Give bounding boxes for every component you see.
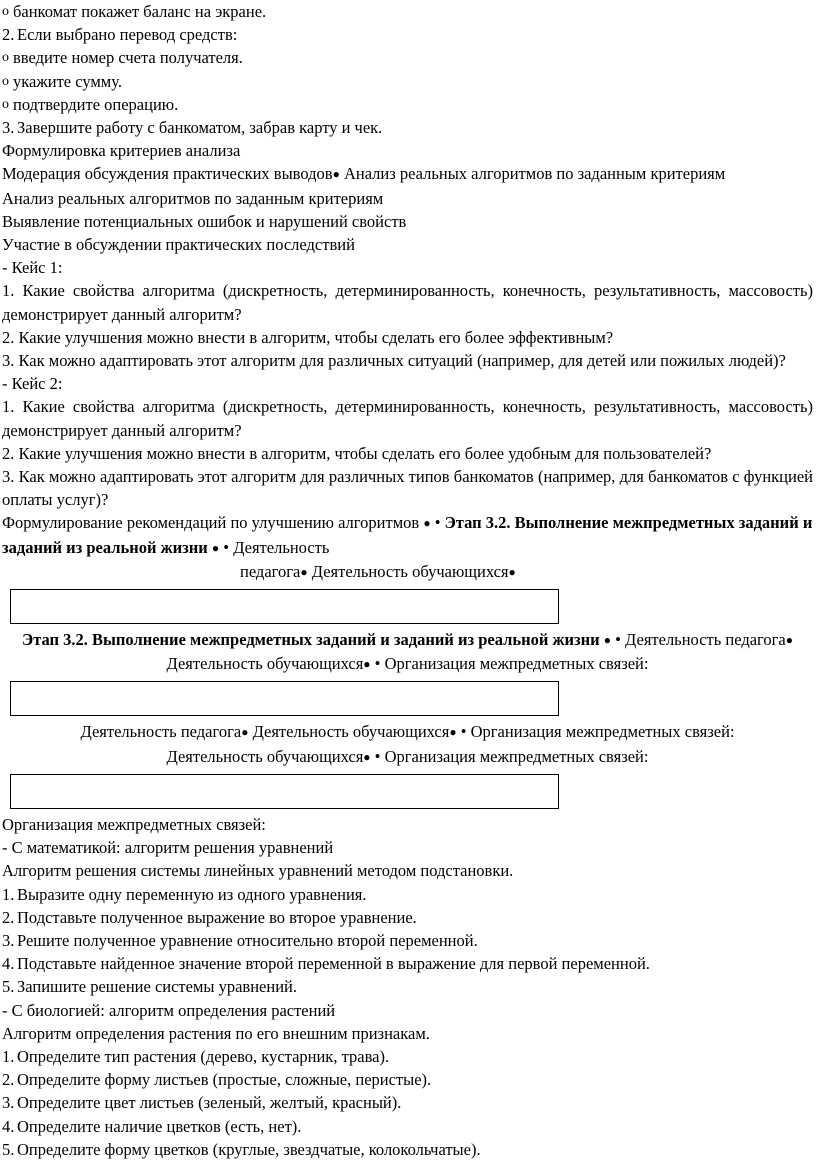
paragraph: - Кейс 1: xyxy=(2,258,63,278)
bullet-icon: • xyxy=(374,746,381,766)
bullet-icon: ● xyxy=(363,749,371,764)
item-number: 3. xyxy=(2,118,15,138)
empty-frame xyxy=(10,589,559,624)
paragraph: - Кейс 2: xyxy=(2,374,63,394)
stage-heading: Этап 3.2. Выполнение межпредметных заданий и заданий из реальной жизни xyxy=(2,513,813,557)
paragraph: Алгоритм решения системы линейных уравнений методом подстановки. xyxy=(2,861,514,881)
bullet-marker: o xyxy=(2,73,9,89)
item-number: 1. xyxy=(2,1046,15,1066)
bullet-icon: • xyxy=(615,630,621,650)
paragraph: Выявление потенциальных ошибок и нарушений свойств xyxy=(2,211,407,231)
bullet-marker: o xyxy=(2,96,9,112)
paragraph: Этап 3.2. Выполнение межпредметных заданий и заданий из реальной жизни ● • Деятельность педагога● Деятельность обучающихся● • Организация межпредметных связей: xyxy=(22,630,793,674)
empty-frame xyxy=(10,774,559,809)
bullet-marker: o xyxy=(2,50,9,66)
list-item: 1. Определите тип растения (дерево, кустарник, трава). xyxy=(2,1045,813,1068)
bullet-icon: ● xyxy=(449,725,457,740)
bullet-icon: ● xyxy=(363,657,371,672)
paragraph: Деятельность педагога● Деятельность обучающихся● • Организация межпредметных связей: xyxy=(80,722,735,742)
list-item: o укажите сумму. xyxy=(2,70,813,93)
list-item: 4. Определите наличие цветков (есть, нет). xyxy=(2,1115,813,1138)
bullet-icon: ● xyxy=(785,633,793,648)
list-item: 3. Завершите работу с банкоматом, забрав карту и чек. xyxy=(2,116,813,139)
paragraph: Участие в обсуждении практических последствий xyxy=(2,235,355,255)
list-item: 4. Подставьте найденное значение второй переменной в выражение для первой переменной. xyxy=(2,952,813,975)
list-item: 2. Определите форму листьев (простые, сложные, перистые). xyxy=(2,1068,813,1091)
paragraph: 2. Какие улучшения можно внести в алгоритм, чтобы сделать его более удобным для пользователей? xyxy=(2,443,712,463)
paragraph: Формулировка критериев анализа xyxy=(2,141,241,161)
bullet-icon: • xyxy=(223,537,230,557)
bullet-icon: ● xyxy=(508,564,516,579)
paragraph: 3. Как можно адаптировать этот алгоритм для различных ситуаций (например, для детей или пожилых людей)? xyxy=(2,351,786,371)
bullet-icon: ● xyxy=(423,516,431,531)
item-number: 2. xyxy=(2,907,15,927)
paragraph: Алгоритм определения растения по его внешним признакам. xyxy=(2,1023,430,1043)
paragraph: - С биологией: алгоритм определения растений xyxy=(2,1000,336,1020)
item-number: 5. xyxy=(2,977,15,997)
list-item: 5. Запишите решение системы уравнений. xyxy=(2,975,813,998)
list-item: o подтвердите операцию. xyxy=(2,93,813,116)
bullet-icon: ● xyxy=(300,564,308,579)
empty-frame xyxy=(10,681,559,716)
item-number: 1. xyxy=(2,884,15,904)
paragraph: Деятельность обучающихся● • Организация межпредметных связей: xyxy=(166,746,649,766)
list-item: 5. Определите форму цветков (круглые, звездчатые, колокольчатые). xyxy=(2,1138,813,1161)
list-item: 2. Подставьте полученное выражение во второе уравнение. xyxy=(2,906,813,929)
item-number: 4. xyxy=(2,1116,15,1136)
bullet-icon: • xyxy=(460,722,467,742)
paragraph: 1. Какие свойства алгоритма (дискретность, детерминированность, конечность, результативность, массовость) демонстрирует данный алгоритм? xyxy=(2,397,813,440)
list-item: 3. Определите цвет листьев (зеленый, желтый, красный). xyxy=(2,1091,813,1114)
bullet-marker: o xyxy=(2,4,9,19)
list-item: 3. Решите полученное уравнение относительно второй переменной. xyxy=(2,929,813,952)
bullet-icon: ● xyxy=(603,633,612,648)
bullet-icon: ● xyxy=(332,167,340,182)
paragraph: 2. Какие улучшения можно внести в алгоритм, чтобы сделать его более эффективным? xyxy=(2,327,614,347)
paragraph: - С математикой: алгоритм решения уравнений xyxy=(2,838,334,858)
list-item: 1. Выразите одну переменную из одного уравнения. xyxy=(2,883,813,906)
bullet-icon: ● xyxy=(211,540,220,555)
paragraph: Организация межпредметных связей: xyxy=(2,814,266,834)
list-item: o банкомат покажет баланс на экране. xyxy=(2,0,813,23)
item-number: 2. xyxy=(2,1070,15,1090)
item-number: 2. xyxy=(2,25,15,45)
bullet-icon: • xyxy=(374,654,381,674)
list-item: o введите номер счета получателя. xyxy=(2,46,813,69)
paragraph: 3. Как можно адаптировать этот алгоритм для различных типов банкоматов (например, для банкоматов с функцией оплаты услуг)? xyxy=(2,467,813,510)
paragraph: педагога● Деятельность обучающихся● xyxy=(240,561,516,581)
paragraph: Модерация обсуждения практических выводов● Анализ реальных алгоритмов по заданным критериям xyxy=(2,164,726,184)
item-number: 5. xyxy=(2,1139,15,1159)
stage-heading: Этап 3.2. Выполнение межпредметных заданий и заданий из реальной жизни xyxy=(22,630,600,650)
item-number: 3. xyxy=(2,1093,15,1113)
bullet-icon: • xyxy=(434,513,441,533)
paragraph: Формулирование рекомендаций по улучшению алгоритмов ● • Этап 3.2. Выполнение межпредметных заданий и заданий из реальной жизни ● • Деятельность xyxy=(2,513,813,557)
paragraph: Анализ реальных алгоритмов по заданным критериям xyxy=(2,188,384,208)
list-item: 2. Если выбрано перевод средств: xyxy=(2,23,813,46)
item-number: 3. xyxy=(2,930,15,950)
paragraph: 1. Какие свойства алгоритма (дискретность, детерминированность, конечность, результативность, массовость) демонстрирует данный алгоритм? xyxy=(2,281,813,324)
item-number: 4. xyxy=(2,954,15,974)
bullet-icon: ● xyxy=(241,725,249,740)
